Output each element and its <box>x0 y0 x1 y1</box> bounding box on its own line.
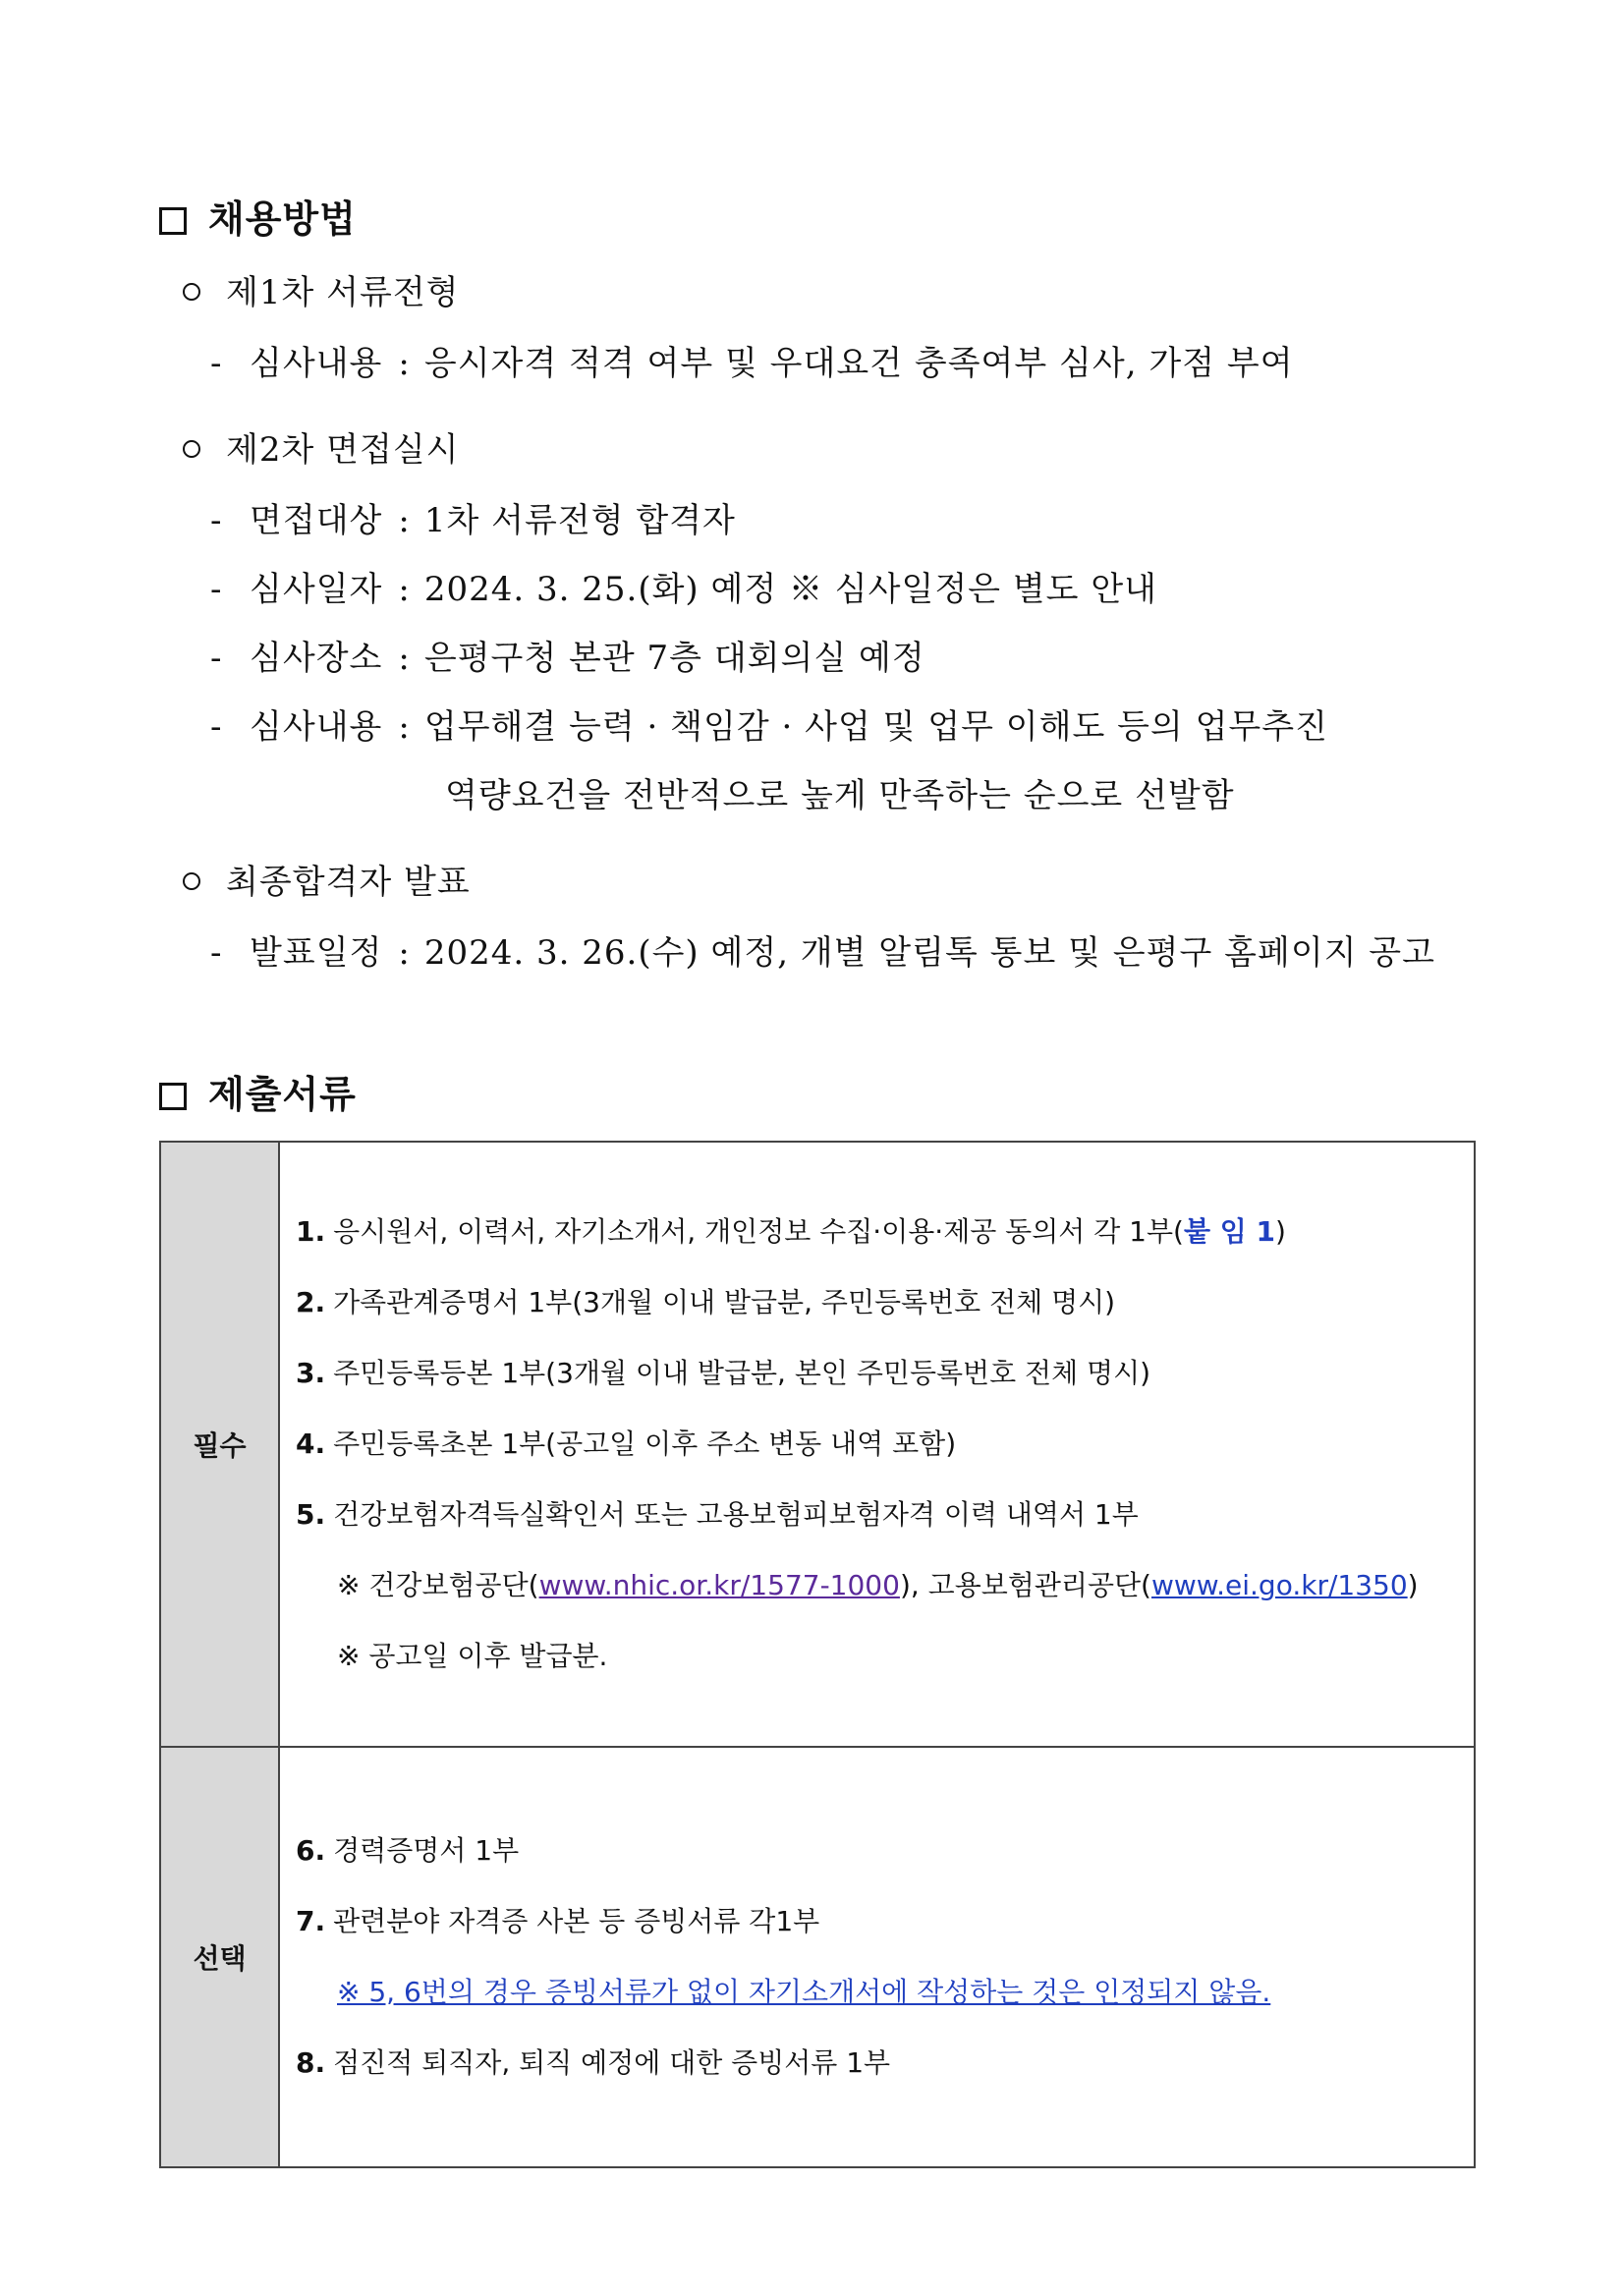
list-item: 3. 주민등록등본 1부(3개월 이내 발급분, 본인 주민등록번호 전체 명시) <box>296 1357 1151 1389</box>
nhic-link[interactable]: www.nhic.or.kr/1577-1000 <box>538 1569 900 1601</box>
list-item: 6. 경력증명서 1부 <box>296 1834 520 1867</box>
checkbox-square-icon <box>159 207 187 235</box>
list-item: 4. 주민등록초본 1부(공고일 이후 주소 변동 내역 포함) <box>296 1428 957 1460</box>
list-item: 5. 건강보험자격득실확인서 또는 고용보험피보험자격 이력 내역서 1부 <box>296 1498 1139 1531</box>
note-issue-date: ※ 공고일 이후 발급분. <box>337 1640 608 1672</box>
note-agencies: ※ 건강보험공단(www.nhic.or.kr/1577-1000), 고용보험관리공단(www.ei.go.kr/1350) <box>337 1569 1419 1601</box>
list-item: 7. 관련분야 자격증 사본 등 증빙서류 각1부 <box>296 1905 820 1937</box>
section-title-documents <box>159 1064 357 1118</box>
documents-table <box>159 1141 1476 2168</box>
list-item: 2. 가족관계증명서 1부(3개월 이내 발급분, 주민등록번호 전체 명시) <box>296 1286 1116 1318</box>
optional-label: 선택 <box>160 1747 279 2167</box>
stage1-row-review-content: - 심사내용 : 응시자격 적격 여부 및 우대요건 충족여부 심사, 가점 부여 <box>210 344 1294 383</box>
attachment-ref: 붙 임 1 <box>1183 1215 1276 1248</box>
stage2-row-review-content-cont: 역량요건을 전반적으로 높게 만족하는 순으로 선발함 <box>445 776 1235 815</box>
required-items <box>279 1142 1475 1747</box>
circle-bullet-icon <box>183 440 200 458</box>
required-label: 필수 <box>160 1142 279 1747</box>
stage2-row-review-date: - 심사일자 : 2024. 3. 25.(화) 예정 ※ 심사일정은 별도 안내 <box>210 570 1158 609</box>
stage2-row-interview-target: - 면접대상 : 1차 서류전형 합격자 <box>210 501 736 540</box>
stage1-heading: 제1차 서류전형 <box>183 265 460 313</box>
stage3-row-announcement: - 발표일정 : 2024. 3. 26.(수) 예정, 개별 알림톡 통보 및 은평구 홈페이지 공고 <box>210 933 1435 973</box>
stage2-row-review-place: - 심사장소 : 은평구청 본관 7층 대회의실 예정 <box>210 639 925 678</box>
stage2-heading: 제2차 면접실시 <box>183 422 460 471</box>
circle-bullet-icon <box>183 872 200 890</box>
optional-row <box>160 1747 1475 2167</box>
section2-title: 제출서류 <box>208 1073 357 1116</box>
optional-items <box>279 1747 1475 2167</box>
note-evidence-required: ※ 5, 6번의 경우 증빙서류가 없이 자기소개서에 작성하는 것은 인정되지 않음. <box>337 1976 1271 2008</box>
required-row <box>160 1142 1475 1747</box>
list-item: 8. 점진적 퇴직자, 퇴직 예정에 대한 증빙서류 1부 <box>296 2046 891 2079</box>
stage2-row-review-content: - 심사내용 : 업무해결 능력 · 책임감 · 사업 및 업무 이해도 등의 업무추진 <box>210 707 1328 747</box>
circle-bullet-icon <box>183 283 200 301</box>
list-item: 1. 응시원서, 이력서, 자기소개서, 개인정보 수집·이용·제공 동의서 각 1부(붙 임 1) <box>296 1215 1286 1248</box>
ei-link[interactable]: www.ei.go.kr/1350 <box>1150 1569 1408 1601</box>
checkbox-square-icon <box>159 1083 187 1110</box>
section1-title: 채용방법 <box>208 197 357 241</box>
section-title-hiring-method <box>159 189 357 243</box>
stage3-heading: 최종합격자 발표 <box>183 855 471 903</box>
